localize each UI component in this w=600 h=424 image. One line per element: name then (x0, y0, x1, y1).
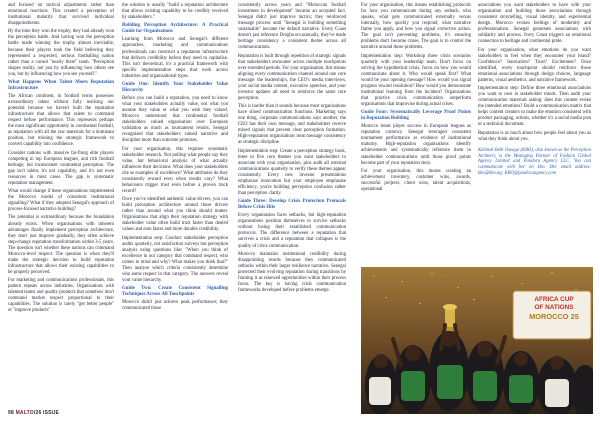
paragraph: Morocco maintains institutional credibility during disappointing results because they communicated setbacks within their larger resilience narrative. Senegal protected their evolving reputation during transitions by framing it as renewed opportunities within their process focus. The key is having crisis communication frameworks developed before problems emerge. (238, 251, 346, 294)
paragraph: Implementation step: Create a perception strategy book, three to five core themes you want stakeholders to associate with your organisation, plus audit all external communications quarterly to verify these themes appear consistently. Every new investor presentations emphasise innovation but your employee emphasise efficiency, you're building perception confusion rather than perception clarity. (238, 148, 346, 196)
paragraph: Every organisation faces setbacks, but high-reputation organisations position themselves to survive setbacks without losing their established communication protocols. The difference between a reputation that survives a crisis and a reputation that collapses is the quality of crisis communication. (238, 213, 346, 249)
paragraph: Reputation is built through repetition of strategic signals that stakeholders encounter across multiple touchpoints over extended periods. For your organisation, this means aligning every communication channel around one core message: the leadership's, the CEO's media interviews, your social media content, executive speeches, and your investor updates all need to reinforce the same core perception. (238, 53, 346, 101)
tournament-banner (521, 296, 587, 322)
banner-line-1: AFRICA CUP (534, 296, 574, 303)
article-column-2 (122, 3, 228, 315)
trophy-celebration-photo (361, 267, 593, 414)
section-heading: Building Perception Architecture: A Practical Guide for Organisations (122, 23, 228, 35)
paragraph: Morocco didn't just achieve peak performance; they communicated those (122, 300, 228, 312)
section-heading: Guide Two: Create Consistent Signalling Techniques Across All Touchpoints (122, 286, 228, 298)
section-heading: Guide One: Identify Your Stakeholder Value Hierarchy (122, 81, 228, 93)
section-heading: Guide Four: Systematically Leverage Proof Points in Reputation Building (361, 110, 471, 122)
paragraph: This is harder than it sounds because most organisations have siloed communication functions. Marketing says one thing, corporate communications says another, the CEO has their own message, and stakeholders receive mixed signals that prevent clear perception formation. High-reputation organisations treat message consistency as strategic discipline. (238, 104, 346, 146)
banner-line-2: OF NATIONS (534, 304, 574, 311)
paragraph: For your organisation, this means establishing protocols for how you communicate during any setback, who speaks, what gets communicated externally versus internally, how quickly you respond, what narrative frame you apply, and how you signal corrective action. The goal isn't preventing problems, it's ensuring problems don't become crises. The goal is to control the narrative around those problems. (361, 3, 471, 51)
paragraph: Consider nations with massive far-flung elite players competing in top European leagues, and rich football heritage, but inconsistent continental perception. The gap isn't talent, it's not capability, and it's not even resources in most cases. The gap is systematic reputation management. (8, 150, 114, 186)
banner-line-3: MOROCCO 25 (529, 312, 579, 321)
article-column-4 (361, 3, 471, 195)
paragraph: Implementation step: Workshop three crisis scenarios quarterly with your leadership team. Don't focus on solving the hypothetical crisis, focus on how you would communicate about it. Who would speak first? What would be your opening message? How would you signal progress toward resolution? How would you demonstrate institutional learning from the incident? Organisations that practice crisis communication outperform organisations that improvise during actual crises. (361, 53, 471, 107)
article-column-3 (238, 3, 346, 296)
paragraph: The potential is extraordinary because the foundation already exists. When organisations with inherent advantages finally implement perception architecture, they don't just improve gradually, they often achieve step-change reputation transformation within 3-5 years. The question isn't whether these nations can command Morocco-level respect. The question is when they'll make the strategic decision to build reputation infrastructure that allows their existing capabilities to be properly perceived. (8, 215, 114, 275)
paragraph: Reputation is as much about how people feel about you as what they think about you. (478, 130, 591, 142)
article-column-4b (478, 3, 591, 177)
paragraph: associations you want stakeholders to have with your organisation and building those associations through consistent storytelling, visual identity, and experiential design. Morocco evokes feelings of modernity and professionalism. Senegal generates associations with solidarity and process. Ivory Coast triggers an emotional connection to heritage and continental pride. (478, 3, 591, 45)
paragraph: Morocco treats player success in European leagues as reputation currency. Senegal leveraged consistent tournament performance as evidence of institutional maturity. High-reputation organisations identify achievements and systematically reference them in stakeholder communications until those proof points become part of your reputation story. (361, 124, 471, 166)
paragraph: For your organisation, this requires systematic stakeholder research. Not polling what people say they value, but behavioral analysis of what actually influences their decisions. What does your stakeholders cite as examples of excellence? What attributes do they consistently reward even when results vary? What behaviours trigger trust even before a proven track record? (122, 146, 228, 194)
paragraph: consistently across years and "Moroccan football investment in development" became an accepted fact. Senegal didn't just improve tactics; they reinforced message process until "Senegal is building something sustainable" became the default narrative. Every Coast doesn't just reference Drogba occasionally, they've made heritage consistency a consistent theme across all communications. (238, 3, 346, 51)
implementation-text: Implementation step: Conduct stakeholder perception audits quarterly, not satisfaction surveys but perception analysis using questions like: "When you think of excellence in our category that command respect, who comes to mind and why? What makes you think that?" Then analyse which criteria consistently determine who earns respect in that category. The answers reveal your value hierarchy. (122, 235, 228, 283)
section-heading: What Happens When Talent Meets Reputation Infrastructure (8, 79, 114, 91)
paragraph: By the time they won the trophy, they had already won the perception battle. And having won the perception battle made winning the trophy almost inevitable, because their players took the field believing they represented a respected, serious footballing nation rather than a cursed "nearly there" team. "Perception shapes reality, not just by influencing how others see you, but by influencing how you see yourself." (8, 29, 114, 77)
paragraph: Once you've identified authentic value drivers, you can build perception architecture around those drivers rather than around what you think should matter. Organisations that align their reputation strategy with stakeholder value often build trust faster than denied values and earn faster and more durable credibility. (122, 197, 228, 233)
author-bio: Kehinde Beth Oseaga (KBO), also known as the Perception Architect, is the Managing Partner of Fashion Global Agency Limited and Pandora Agency LLC. You can communicate with her on kbo. Her email address: kbo@kbo.ng; KBO@pandoraagency.com (478, 147, 591, 177)
paragraph: Learning from Morocco and Senegal's different approaches, marketing and communications professionals can construct a reputation infrastructure that delivers credibility before they need to capitalise. This isn't theoretical, it's a practical framework with specific implementation steps that work across industries and organisational types. (122, 37, 228, 79)
photo-illustration (361, 267, 593, 414)
implementation-step (122, 236, 228, 284)
page-footer (8, 410, 59, 416)
page-number: 98 (8, 410, 14, 416)
magazine-brand: MALTO (15, 410, 34, 416)
paragraph: For marketing and communications professionals, this pattern repeats across industries. Organisations with talented teams and quality products that somehow don't command market respect proportional to their capabilities. The solution is rarely "get better people" or "improve products" (8, 278, 114, 314)
paragraph: and focused on tactical adjustments rather than emotional reactions. This created a perception of institutional maturity that survived individual disappointments. (8, 3, 114, 27)
issue-label: /26 ISSUE (33, 410, 60, 416)
paragraph: Before you can build a reputation, you need to know what your stakeholders actually value, not what you assume they value or what you wish they valued. Morocco understood that continental football stakeholders valued organisation over European validation as much as tournament results. Senegal recognised that stakeholders valued narrative and discipline more than outcome promises. (122, 96, 228, 144)
article-column-1 (8, 3, 114, 317)
paragraph: Implementation step: Define three emotional associations you want to own in stakeholder minds. Then audit your communication materials asking: does this content evoke the intended emotions? Build a communication matrix that helps content creators to make the emotion consistent with product packaging, actions, whether it's a social media post or a technical document. (478, 85, 591, 128)
paragraph: For your organisation, this means creating an achievement inventory, customer wins, awards, successful projects, client wins, talent acquisitions, operational (361, 168, 471, 192)
paragraph: For your organisation, what emotions do you want stakeholders to feel when they encounter your brand? Confidence? Innovation? Trust? Excitement? Once identified, every touchpoint should reinforce those emotional associations through design choices, language patterns, visual aesthetics, and narrative framework. (478, 47, 591, 83)
paragraph: the solution is usually "build a reputation architecture that allows existing capability to be credibly received by stakeholders." (122, 3, 228, 21)
paragraph: The African continent, in football terms possesses extraordinary talent without fully realising our potential because we haven't built the reputation infrastructure that allows that talent to command respect before performance. This represents perhaps the most significant opportunity in continental football, as reputation with all the raw materials for a dominant position, but missing the strategic framework to convert capability into confidence. (8, 94, 114, 148)
paragraph: What would change if these organisations implemented the Morocco model of consistent institutional signalling? What if they adopted Senegal's approach of process-focused narrative building? (8, 189, 114, 213)
section-heading: Guide Three: Develop Crisis Protection Protocols Before Crisis Hits (238, 199, 346, 211)
